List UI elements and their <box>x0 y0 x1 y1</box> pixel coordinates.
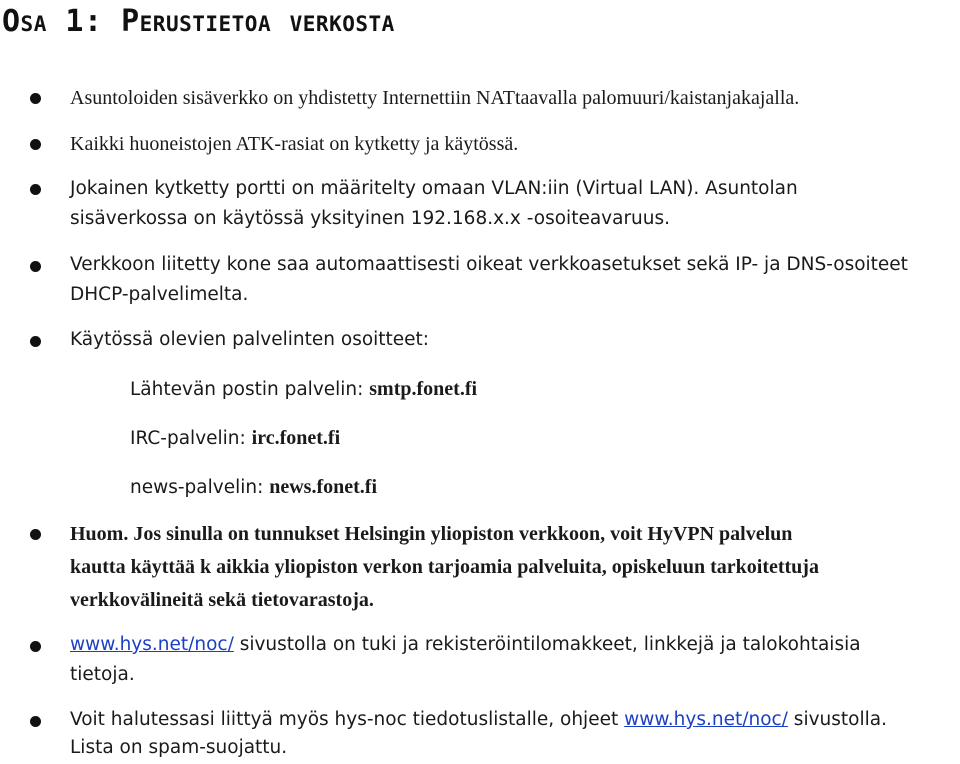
server-address: irc.fonet.fi <box>251 427 341 449</box>
list-item-line: DHCP-palvelimelta. <box>70 284 249 305</box>
list-item-line: Kaikki huoneistojen ATK-rasiat on kytketty ja käytössä. <box>70 133 519 155</box>
page-title: Osa 1: Perustietoa verkosta <box>2 4 395 39</box>
server-label: Lähtevän postin palvelin: <box>130 379 370 400</box>
server-label: news-palvelin: <box>130 477 270 498</box>
hys-line: tietoja. <box>70 664 135 685</box>
bullet-marker <box>30 529 41 540</box>
list-line: Lista on spam-suojattu. <box>70 737 288 758</box>
bullet-marker <box>30 261 41 272</box>
list-text: Voit halutessasi liittyä myös hys-noc tiedotuslistalle, ohjeet <box>70 709 625 730</box>
hys-text: sivustolla on tuki ja rekisteröintilomakkeet, linkkejä ja talokohtaisia <box>233 634 861 655</box>
list-item-line: sisäverkossa on käytössä yksityinen 192.168.x.x -osoiteavaruus. <box>70 208 671 229</box>
note-line: verkkovälineitä sekä tietovarastoja. <box>70 589 374 611</box>
note-line: kautta käyttää k aikkia yliopiston verkon tarjoamia palveluita, opiskeluun tarkoitettuja <box>70 556 819 578</box>
bullet-marker <box>30 641 41 652</box>
list-item-line: Asuntoloiden sisäverkko on yhdistetty Internettiin NATtaavalla palomuuri/kaistanjakajalla. <box>70 87 800 109</box>
bullet-marker <box>30 184 41 195</box>
server-row-news <box>130 475 377 500</box>
bullet-marker <box>30 336 41 347</box>
hys-line <box>70 633 861 657</box>
bullet-marker <box>30 93 41 104</box>
server-label: IRC-palvelin: <box>130 428 252 449</box>
bullet-marker <box>30 139 41 150</box>
list-item-line: Jokainen kytketty portti on määritelty omaan VLAN:iin (Virtual LAN). Asuntolan <box>70 178 798 199</box>
server-address: news.fonet.fi <box>269 476 377 498</box>
list-item-line: Verkkoon liitetty kone saa automaattisesti oikeat verkkoasetukset sekä IP- ja DNS-osoiteet <box>70 254 908 275</box>
server-row-smtp <box>130 377 477 402</box>
list-item-line: Käytössä olevien palvelinten osoitteet: <box>70 329 430 350</box>
server-address: smtp.fonet.fi <box>369 378 478 400</box>
server-row-irc <box>130 426 340 451</box>
list-text: sivustolla. <box>787 709 887 730</box>
list-line <box>70 708 887 732</box>
hys-noc-link[interactable]: www.hys.net/noc/ <box>70 634 234 655</box>
note-line: Huom. Jos sinulla on tunnukset Helsingin yliopiston verkkoon, voit HyVPN palvelun <box>70 523 793 545</box>
hys-noc-link[interactable]: www.hys.net/noc/ <box>624 709 788 730</box>
bullet-marker <box>30 716 41 727</box>
